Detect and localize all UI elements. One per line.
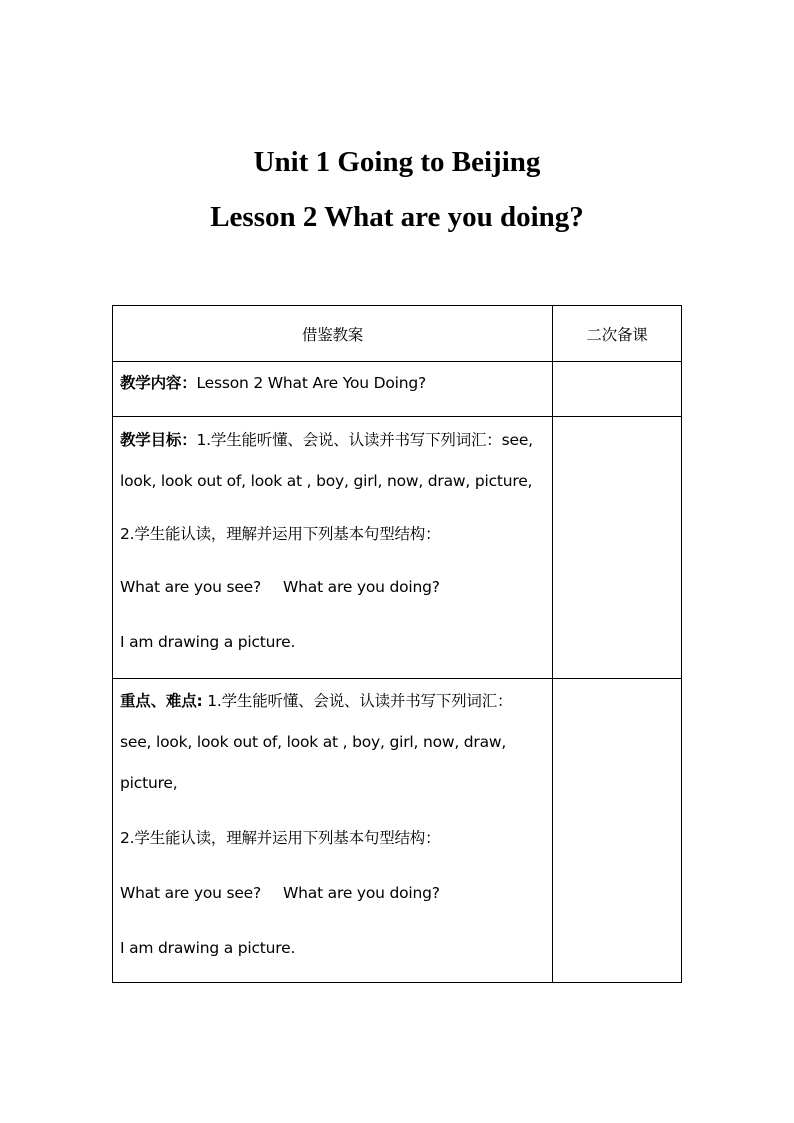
goals-line-2: look, look out of, look at , boy, girl, now, draw, picture, bbox=[120, 472, 533, 490]
key-sentence-a: What are you see? bbox=[120, 884, 262, 902]
key-points-row bbox=[113, 679, 682, 983]
teaching-goals-notes-cell bbox=[553, 417, 682, 679]
key-line-3: picture, bbox=[120, 774, 178, 792]
teaching-content-label: 教学内容： bbox=[120, 374, 197, 392]
teaching-content-cell bbox=[113, 362, 553, 417]
goals-line-1: 1.学生能听懂、会说、认读并书写下列词汇：see, bbox=[196, 431, 533, 449]
teaching-content-row bbox=[113, 362, 682, 417]
teaching-content-notes-cell bbox=[553, 362, 682, 417]
key-points-label: 重点、难点: bbox=[120, 692, 203, 710]
teaching-content-text: Lesson 2 What Are You Doing? bbox=[196, 374, 426, 392]
unit-title: Unit 1 Going to Beijing bbox=[253, 146, 541, 178]
key-points-notes-cell bbox=[553, 679, 682, 983]
lesson-title: Lesson 2 What are you doing? bbox=[210, 201, 584, 233]
goals-line-3: 2.学生能认读，理解并运用下列基本句型结构： bbox=[120, 525, 441, 543]
goals-line-5: I am drawing a picture. bbox=[120, 633, 296, 651]
key-line-6: I am drawing a picture. bbox=[120, 939, 296, 957]
key-line-2: see, look, look out of, look at , boy, girl, now, draw, bbox=[120, 733, 507, 751]
key-line-4: 2.学生能认读，理解并运用下列基本句型结构： bbox=[120, 829, 441, 847]
teaching-goals-row bbox=[113, 417, 682, 679]
goals-sentence-b: What are you doing? bbox=[283, 578, 440, 596]
header-second-preparation: 二次备课 bbox=[553, 306, 682, 362]
goals-sentence-a: What are you see? bbox=[120, 578, 262, 596]
lesson-plan-table bbox=[112, 305, 682, 983]
key-line-1: 1.学生能听懂、会说、认读并书写下列词汇： bbox=[202, 692, 513, 710]
teaching-goals-label: 教学目标： bbox=[120, 431, 197, 449]
header-reference-plan: 借鉴教案 bbox=[113, 306, 553, 362]
table-header-row bbox=[113, 306, 682, 362]
teaching-goals-cell bbox=[113, 417, 553, 679]
key-points-cell bbox=[113, 679, 553, 983]
key-sentence-b: What are you doing? bbox=[283, 884, 440, 902]
